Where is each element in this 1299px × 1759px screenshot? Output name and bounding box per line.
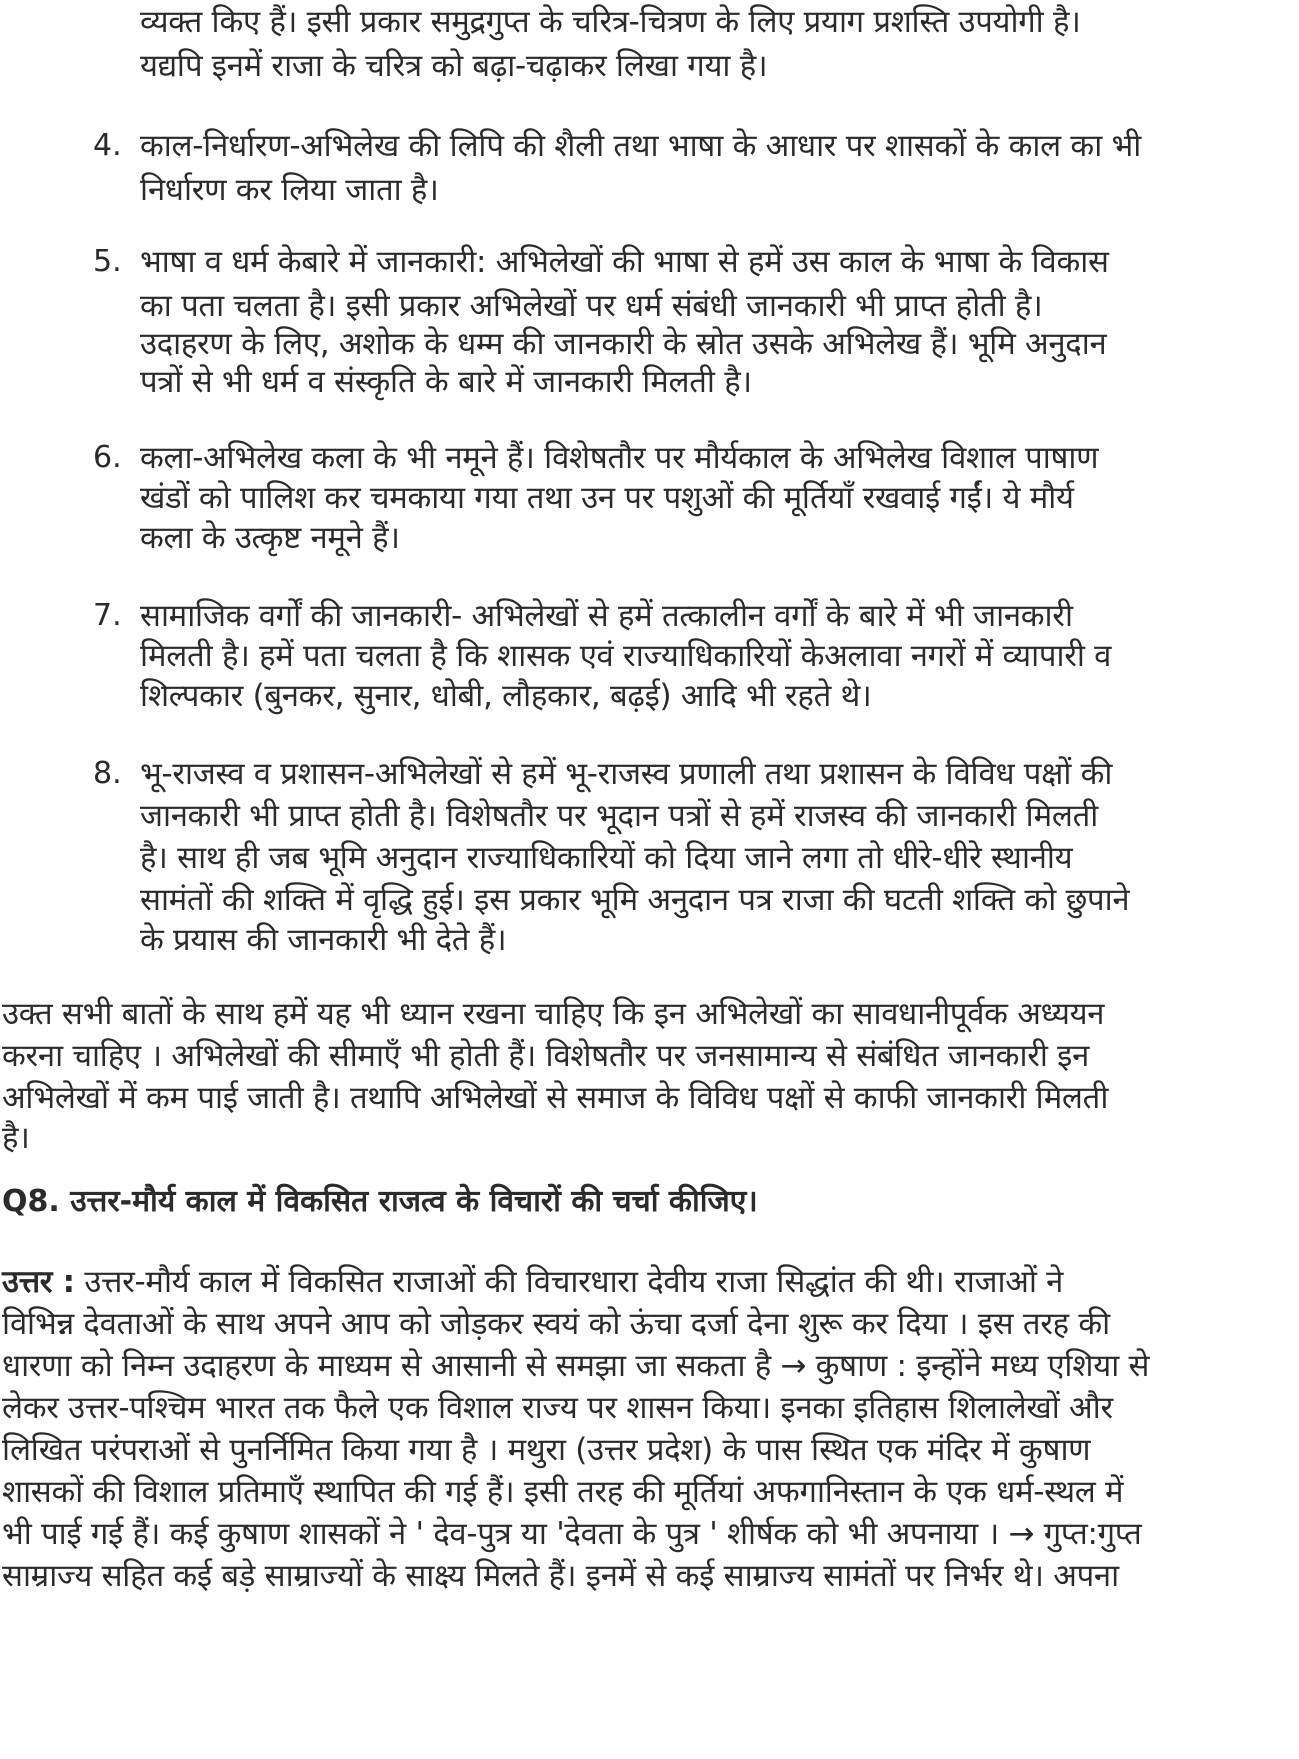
list-number: 5. bbox=[93, 244, 122, 279]
list-item-line: खंडों को पालिश कर चमकाया गया तथा उन पर पशुओं की मूर्तियाँ रखवाई गईं। ये मौर्य bbox=[140, 480, 1074, 516]
answer-line bbox=[2, 1260, 1063, 1304]
answer-line: धारणा को निम्न उदाहरण के माध्यम से आसानी से समझा जा सकता है → कुषाण : इन्होंने मध्य एशिया से bbox=[2, 1348, 1150, 1384]
list-number: 7. bbox=[93, 598, 122, 633]
list-item-line: है। साथ ही जब भूमि अनुदान राज्याधिकारियों को दिया जाने लगा तो धीरे-धीरे स्थानीय bbox=[140, 840, 1073, 876]
answer-line: विभिन्न देवताओं के साथ अपने आप को जोड़कर स्वयं को ऊंचा दर्जा देना शुरू कर दिया । इस तरह की bbox=[2, 1306, 1110, 1342]
intro-line: यद्यपि इनमें राजा के चरित्र को बढ़ा-चढ़ाकर लिखा गया है। bbox=[140, 48, 768, 84]
question-heading: Q8. उत्तर-मौर्य काल में विकसित राजत्व के विचारों की चर्चा कीजिए। bbox=[2, 1184, 758, 1219]
list-item-line: के प्रयास की जानकारी भी देते हैं। bbox=[140, 922, 507, 958]
list-item-line: कला के उत्कृष्ट नमूने हैं। bbox=[140, 520, 400, 556]
conclusion-line: करना चाहिए । अभिलेखों की सीमाएँ भी होती हैं। विशेषतौर पर जनसामान्य से संबंधित जानकारी इन bbox=[2, 1038, 1089, 1074]
intro-line: व्यक्त किए हैं। इसी प्रकार समुद्रगुप्त के चरित्र-चित्रण के लिए प्रयाग प्रशस्ति उपयोगी है। bbox=[140, 4, 1081, 40]
answer-line: भी पाई गई हैं। कई कुषाण शासकों ने ' देव-पुत्र या 'देवता के पुत्र ' शीर्षक को भी अपनाया । → गुप्त:गुप्त bbox=[2, 1516, 1142, 1552]
list-number: 6. bbox=[93, 440, 122, 475]
list-number: 8. bbox=[93, 756, 122, 791]
list-item-line: कला-अभिलेख कला के भी नमूने हैं। विशेषतौर पर मौर्यकाल के अभिलेख विशाल पाषाण bbox=[140, 440, 1099, 476]
answer-line: लेकर उत्तर-पश्चिम भारत तक फैले एक विशाल राज्य पर शासन किया। इनका इतिहास शिलालेखों और bbox=[2, 1390, 1113, 1426]
list-item-line: सामाजिक वर्गों की जानकारी- अभिलेखों से हमें तत्कालीन वर्गों के बारे में भी जानकारी bbox=[140, 598, 1073, 634]
conclusion-line: है। bbox=[2, 1120, 30, 1156]
list-item-line: भाषा व धर्म केबारे में जानकारी: अभिलेखों की भाषा से हमें उस काल के भाषा के विकास bbox=[140, 244, 1109, 280]
list-item-line: उदाहरण के लिए, अशोक के धम्म की जानकारी के स्रोत उसके अभिलेख हैं। भूमि अनुदान bbox=[140, 326, 1107, 362]
list-item-line: सामंतों की शक्ति में वृद्धि हुई। इस प्रकार भूमि अनुदान पत्र राजा की घटती शक्ति को छुपाने bbox=[140, 882, 1130, 918]
answer-text: उत्तर-मौर्य काल में विकसित राजाओं की विचारधारा देवीय राजा सिद्धांत की थी। राजाओं ने bbox=[74, 1264, 1064, 1300]
answer-line: साम्राज्य सहित कई बड़े साम्राज्यों के साक्ष्य मिलते हैं। इनमें से कई साम्राज्य सामंतों पर निर्भर थे। अपना bbox=[2, 1558, 1119, 1594]
list-item-line: काल-निर्धारण-अभिलेख की लिपि की शैली तथा भाषा के आधार पर शासकों के काल का भी bbox=[140, 128, 1142, 164]
answer-line: शासकों की विशाल प्रतिमाएँ स्थापित की गई हैं। इसी तरह की मूर्तियां अफगानिस्तान के एक धर्म-स्थल में bbox=[2, 1474, 1124, 1510]
list-item-line: मिलती है। हमें पता चलता है कि शासक एवं राज्याधिकारियों केअलावा नगरों में व्यापारी व bbox=[140, 638, 1112, 674]
list-item-line: का पता चलता है। इसी प्रकार अभिलेखों पर धर्म संबंधी जानकारी भी प्राप्त होती है। bbox=[140, 288, 1043, 324]
list-number: 4. bbox=[93, 128, 122, 163]
list-item-line: शिल्पकार (बुनकर, सुनार, धोबी, लौहकार, बढ़ई) आदि भी रहते थे। bbox=[140, 678, 872, 714]
conclusion-line: अभिलेखों में कम पाई जाती है। तथापि अभिलेखों से समाज के विविध पक्षों से काफी जानकारी मिलती bbox=[2, 1080, 1109, 1116]
list-item-line: भू-राजस्व व प्रशासन-अभिलेखों से हमें भू-राजस्व प्रणाली तथा प्रशासन के विविध पक्षों की bbox=[140, 756, 1113, 792]
answer-line: लिखित परंपराओं से पुनर्निमित किया गया है । मथुरा (उत्तर प्रदेश) के पास स्थित एक मंदिर में कुषाण bbox=[2, 1432, 1091, 1468]
list-item-line: जानकारी भी प्राप्त होती है। विशेषतौर पर भूदान पत्रों से हमें राजस्व की जानकारी मिलती bbox=[140, 798, 1098, 834]
conclusion-line: उक्त सभी बातों के साथ हमें यह भी ध्यान रखना चाहिए कि इन अभिलेखों का सावधानीपूर्वक अध्ययन bbox=[2, 996, 1105, 1032]
list-item-line: निर्धारण कर लिया जाता है। bbox=[140, 172, 439, 208]
answer-label: उत्तर : bbox=[2, 1264, 75, 1300]
list-item-line: पत्रों से भी धर्म व संस्कृति के बारे में जानकारी मिलती है। bbox=[140, 364, 752, 400]
